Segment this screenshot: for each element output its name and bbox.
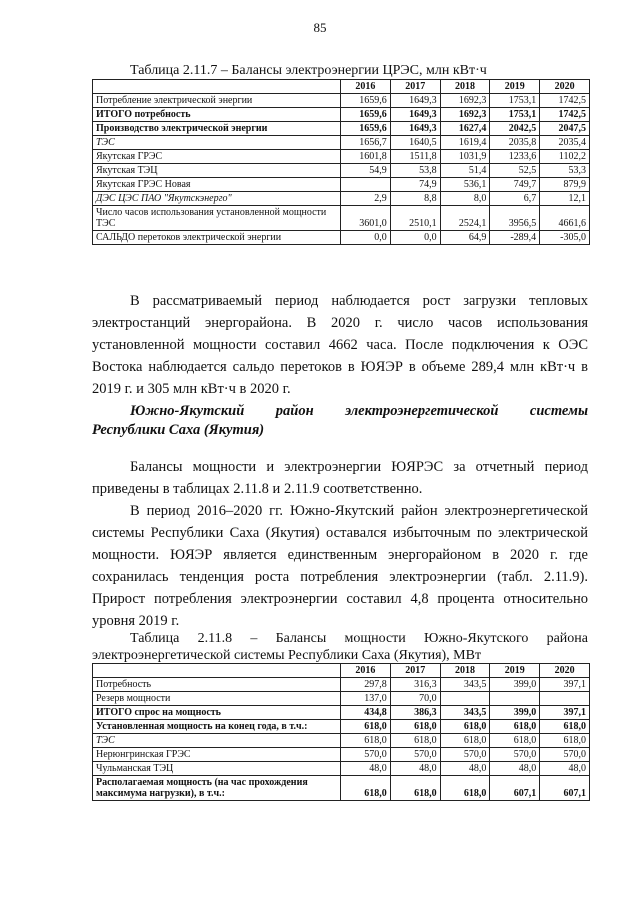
table2-caption: Таблица 2.11.8 – Балансы мощности Южно-Якутского района электроэнергетической системы Республики Саха (Якутия), МВт	[92, 631, 588, 663]
value-cell: 618,0	[390, 776, 440, 801]
table1	[92, 79, 590, 245]
table-row	[93, 192, 590, 206]
value-cell: 2035,8	[490, 136, 540, 150]
value-cell: 343,5	[440, 678, 490, 692]
value-cell: 297,8	[341, 678, 391, 692]
value-cell: 618,0	[490, 734, 540, 748]
value-cell: 1692,3	[440, 94, 490, 108]
table-row	[93, 206, 590, 231]
value-cell: -305,0	[540, 231, 590, 245]
value-cell: 4661,6	[540, 206, 590, 231]
value-cell: 2,9	[341, 192, 391, 206]
row-label: ИТОГО потребность	[93, 108, 341, 122]
table-row	[93, 94, 590, 108]
value-cell: 54,9	[341, 164, 391, 178]
row-label: Якутская ГРЭС	[93, 150, 341, 164]
value-cell: 618,0	[540, 720, 590, 734]
value-cell: 8,8	[390, 192, 440, 206]
value-cell: 316,3	[390, 678, 440, 692]
value-cell: 399,0	[490, 706, 540, 720]
row-label: Чульманская ТЭЦ	[93, 762, 341, 776]
heading-word: электроэнергетической	[345, 403, 499, 419]
row-label: Нерюнгринская ГРЭС	[93, 748, 341, 762]
value-cell: 1233,6	[490, 150, 540, 164]
row-label: Располагаемая мощность (на час прохождения максимума нагрузки), в т.ч.:	[93, 776, 341, 801]
value-cell: 52,5	[490, 164, 540, 178]
table-row	[93, 108, 590, 122]
header-cell-blank	[93, 664, 341, 678]
value-cell: 397,1	[540, 678, 590, 692]
header-cell-blank	[93, 80, 341, 94]
table-row	[93, 734, 590, 748]
row-label: Число часов использования установленной мощности ТЭС	[93, 206, 341, 231]
value-cell: 618,0	[490, 720, 540, 734]
value-cell: 618,0	[390, 734, 440, 748]
value-cell: 2510,1	[390, 206, 440, 231]
value-cell: 1627,4	[440, 122, 490, 136]
paragraph-1: В рассматриваемый период наблюдается рост загрузки тепловых электростанций энергорайона. В 2020 г. число часов использования установленной мощности составил 4662 часа. После подключения к ОЭС Востока наблюдается сальдо перетоков в ЮЯЭР в объеме 289,4 млн кВт·ч в 2019 г. и 305 млн кВт·ч в 2020 г.	[92, 293, 588, 397]
value-cell: 48,0	[440, 762, 490, 776]
value-cell: 570,0	[540, 748, 590, 762]
table-row	[93, 178, 590, 192]
value-cell: 1649,3	[390, 108, 440, 122]
value-cell: 1753,1	[490, 94, 540, 108]
value-cell: 8,0	[440, 192, 490, 206]
value-cell: 2047,5	[540, 122, 590, 136]
row-label: ИТОГО спрос на мощность	[93, 706, 341, 720]
value-cell: 434,8	[341, 706, 391, 720]
value-cell: 607,1	[540, 776, 590, 801]
year-header: 2020	[540, 80, 590, 94]
value-cell: 1601,8	[341, 150, 391, 164]
value-cell: 1031,9	[440, 150, 490, 164]
value-cell	[341, 178, 391, 192]
year-header: 2018	[440, 80, 490, 94]
value-cell: 74,9	[390, 178, 440, 192]
value-cell: 70,0	[390, 692, 440, 706]
value-cell: 1649,3	[390, 94, 440, 108]
value-cell: 137,0	[341, 692, 391, 706]
year-header: 2017	[390, 664, 440, 678]
table-row	[93, 692, 590, 706]
row-label: Резерв мощности	[93, 692, 341, 706]
value-cell: 570,0	[390, 748, 440, 762]
value-cell: 618,0	[341, 776, 391, 801]
row-label: Якутская ТЭЦ	[93, 164, 341, 178]
value-cell: 1649,3	[390, 122, 440, 136]
value-cell: 1511,8	[390, 150, 440, 164]
row-label: ДЭС ЦЭС ПАО "Якутскэнерго"	[93, 192, 341, 206]
value-cell: 1656,7	[341, 136, 391, 150]
value-cell: 618,0	[390, 720, 440, 734]
value-cell: 48,0	[540, 762, 590, 776]
row-label: Потребность	[93, 678, 341, 692]
table-header-row	[93, 80, 590, 94]
paragraph-2: Балансы мощности и электроэнергии ЮЯРЭС за отчетный период приведены в таблицах 2.11.8 и 2.11.9 соответственно.	[92, 459, 588, 497]
table-row	[93, 164, 590, 178]
value-cell: 343,5	[440, 706, 490, 720]
value-cell: 607,1	[490, 776, 540, 801]
value-cell: 399,0	[490, 678, 540, 692]
value-cell: 618,0	[440, 776, 490, 801]
table1-caption: Таблица 2.11.7 – Балансы электроэнергии ЦРЭС, млн кВт·ч	[130, 63, 487, 78]
value-cell: 570,0	[440, 748, 490, 762]
value-cell: 48,0	[341, 762, 391, 776]
value-cell	[490, 692, 540, 706]
value-cell: 618,0	[341, 720, 391, 734]
value-cell: 879,9	[540, 178, 590, 192]
year-header: 2018	[440, 664, 490, 678]
year-header: 2016	[341, 80, 391, 94]
value-cell: 6,7	[490, 192, 540, 206]
value-cell: 3956,5	[490, 206, 540, 231]
value-cell: 2035,4	[540, 136, 590, 150]
value-cell: 1742,5	[540, 94, 590, 108]
table2	[92, 663, 590, 801]
year-header: 2019	[490, 664, 540, 678]
value-cell: 64,9	[440, 231, 490, 245]
value-cell	[440, 692, 490, 706]
value-cell: 1742,5	[540, 108, 590, 122]
value-cell	[540, 692, 590, 706]
table-row	[93, 776, 590, 801]
value-cell: 1619,4	[440, 136, 490, 150]
value-cell: 749,7	[490, 178, 540, 192]
value-cell: 1640,5	[390, 136, 440, 150]
value-cell: 48,0	[390, 762, 440, 776]
value-cell: -289,4	[490, 231, 540, 245]
table-row	[93, 678, 590, 692]
value-cell: 2042,5	[490, 122, 540, 136]
value-cell: 3601,0	[341, 206, 391, 231]
table-row	[93, 136, 590, 150]
table-row	[93, 720, 590, 734]
page-number: 85	[313, 20, 327, 35]
value-cell: 618,0	[540, 734, 590, 748]
year-header: 2020	[540, 664, 590, 678]
row-label: Якутская ГРЭС Новая	[93, 178, 341, 192]
value-cell: 618,0	[440, 734, 490, 748]
value-cell: 536,1	[440, 178, 490, 192]
value-cell: 397,1	[540, 706, 590, 720]
heading-word: системы	[529, 403, 588, 419]
table-row	[93, 231, 590, 245]
value-cell: 12,1	[540, 192, 590, 206]
table-row	[93, 762, 590, 776]
table-header-row	[93, 664, 590, 678]
value-cell: 1659,6	[341, 94, 391, 108]
value-cell: 0,0	[341, 231, 391, 245]
row-label: ТЭС	[93, 136, 341, 150]
table-row	[93, 706, 590, 720]
value-cell: 1659,6	[341, 122, 391, 136]
value-cell: 1753,1	[490, 108, 540, 122]
value-cell: 48,0	[490, 762, 540, 776]
value-cell: 53,8	[390, 164, 440, 178]
value-cell: 2524,1	[440, 206, 490, 231]
row-label: ТЭС	[93, 734, 341, 748]
value-cell: 618,0	[440, 720, 490, 734]
section-heading-line2: Республики Саха (Якутия)	[92, 422, 265, 438]
table-row	[93, 150, 590, 164]
value-cell: 53,3	[540, 164, 590, 178]
value-cell: 1692,3	[440, 108, 490, 122]
value-cell: 0,0	[390, 231, 440, 245]
section-heading	[92, 402, 588, 440]
value-cell: 618,0	[341, 734, 391, 748]
year-header: 2017	[390, 80, 440, 94]
table-row	[93, 122, 590, 136]
heading-word: район	[275, 403, 314, 419]
value-cell: 1102,2	[540, 150, 590, 164]
value-cell: 386,3	[390, 706, 440, 720]
row-label: Производство электрической энергии	[93, 122, 341, 136]
value-cell: 1659,6	[341, 108, 391, 122]
year-header: 2019	[490, 80, 540, 94]
table-row	[93, 748, 590, 762]
value-cell: 570,0	[490, 748, 540, 762]
paragraph-3: В период 2016–2020 гг. Южно-Якутский район электроэнергетической системы Республики Саха (Якутия) оставался избыточным по электрической мощности. ЮЯЭР является единственным энергорайоном в 2020 г. где сохранилась тенденция роста потребления электроэнергии (табл. 2.11.9). Прирост потребления электроэнергии составил 4,8 процента относительно уровня 2019 г.	[92, 503, 588, 629]
value-cell: 51,4	[440, 164, 490, 178]
heading-word: Южно-Якутский	[130, 403, 245, 419]
year-header: 2016	[341, 664, 391, 678]
row-label: Потребление электрической энергии	[93, 94, 341, 108]
value-cell: 570,0	[341, 748, 391, 762]
row-label: САЛЬДО перетоков электрической энергии	[93, 231, 341, 245]
row-label: Установленная мощность на конец года, в т.ч.:	[93, 720, 341, 734]
